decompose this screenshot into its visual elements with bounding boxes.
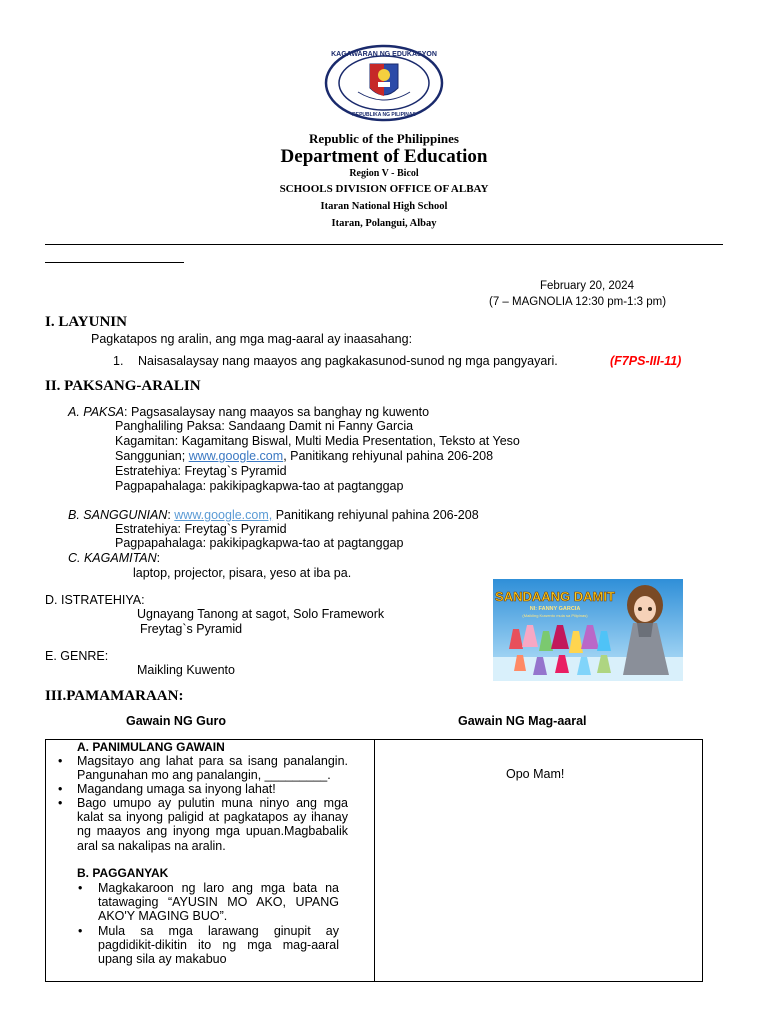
- bullet-icon: •: [58, 782, 63, 796]
- paksa-line: [68, 405, 429, 419]
- layunin-item-number: 1.: [113, 354, 124, 368]
- seal-text-top: KAGAWARAN NG EDUKASYON: [331, 51, 437, 58]
- lesson-procedure-table: [45, 739, 703, 982]
- list-item: [58, 782, 358, 797]
- kagamitan-text: laptop, projector, pisara, yeso at iba pa.: [133, 566, 352, 580]
- bullet-icon: •: [78, 924, 83, 938]
- panimulang-gawain-heading: A. PANIMULANG GAWAIN: [77, 740, 225, 754]
- reference-line: [115, 449, 493, 463]
- reference-link[interactable]: www.google.com: [188, 449, 284, 463]
- image-author: NI: FANNY GARCIA: [529, 606, 581, 612]
- strategy-line: Estratehiya: Freytag`s Pyramid: [115, 464, 287, 478]
- istratehiya-line-2: Freytag`s Pyramid: [140, 622, 243, 636]
- genre-text: Maikling Kuwento: [137, 663, 235, 677]
- lesson-date: February 20, 2024: [540, 280, 634, 292]
- sanggunian-rest: Panitikang rehiyunal pahina 206-208: [272, 508, 479, 522]
- sanggunian-line: [68, 508, 479, 522]
- list-item-text: Magkakaroon ng laro ang mga bata na tatawaging “AYUSIN MO AKO, UPANG AKO'Y MAGING BUO”.: [98, 881, 339, 924]
- address-heading: Itaran, Polangui, Albay: [331, 218, 437, 229]
- deped-seal-logo: [322, 44, 446, 122]
- paksa-label: A. PAKSA: [68, 405, 125, 419]
- reference-rest: , Panitikang rehiyunal pahina 206-208: [283, 449, 494, 463]
- kagamitan-label: C. KAGAMITAN: [68, 551, 157, 565]
- list-item-text: Bago umupo ay pulutin muna ninyo ang mga kalat sa inyong paligid at pagkatapos ay ihanay ng maayos ang inyong mga upuan.Magbabalik aral sa nakalipas na aralin.: [77, 796, 348, 853]
- seal-text-bottom: REPUBLIKA NG PILIPINAS: [352, 112, 416, 118]
- bullet-icon: •: [58, 754, 63, 768]
- sandaang-damit-image: [493, 579, 683, 681]
- istratehiya-line-1: Ugnayang Tanong at sagot, Solo Framework: [137, 607, 385, 621]
- sanggunian-link[interactable]: www.google.com,: [174, 508, 273, 522]
- sanggunian-label: B. SANGGUNIAN: [68, 508, 168, 522]
- image-title: SANDAANG DAMIT: [495, 589, 615, 604]
- b-strategy-line: Estratehiya: Freytag`s Pyramid: [115, 522, 287, 536]
- list-item-text: Mula sa mga larawang ginupit ay pagdidikit-dikitin ito ng mga mag-aaral upang sila ay makabuo: [98, 924, 339, 967]
- class-schedule: (7 – MAGNOLIA 12:30 pm-1:3 pm): [489, 296, 667, 308]
- paksa-text: : Pagsasalaysay nang maayos sa banghay ng kuwento: [124, 405, 430, 419]
- department-heading: Department of Education: [280, 146, 488, 167]
- division-heading: SCHOOLS DIVISION OFFICE OF ALBAY: [279, 183, 489, 195]
- header-divider-short: [45, 262, 184, 263]
- image-subtitle: (Maikling Kuwento mula sa Pilipinas): [522, 613, 588, 618]
- competency-code: (F7PS-III-11): [610, 354, 682, 368]
- list-item: [78, 881, 378, 926]
- pagganyak-heading: B. PAGGANYAK: [77, 866, 169, 880]
- bullet-icon: •: [58, 796, 63, 810]
- student-response: Opo Mam!: [506, 767, 565, 781]
- list-item-text: Magsitayo ang lahat para sa isang panalangin. Pangunahan mo ang panalangin, _________.: [77, 754, 348, 783]
- values-line: Pagpapahalaga: pakikipagkapwa-tao at pagtanggap: [115, 479, 404, 493]
- school-heading: Itaran National High School: [320, 201, 448, 212]
- section-paksang-aralin-heading: II. PAKSANG-ARALIN: [45, 378, 201, 394]
- istratehiya-label: D. ISTRATEHIYA:: [45, 593, 145, 607]
- list-item-text: Magandang umaga sa inyong lahat!: [77, 782, 276, 796]
- genre-label: E. GENRE:: [45, 649, 109, 663]
- layunin-item-text: Naisasalaysay nang maayos ang pagkakasunod-sunod ng mga pangyayari.: [138, 354, 558, 368]
- header-divider: [45, 244, 723, 245]
- list-item: [58, 754, 358, 784]
- layunin-intro: Pagkatapos ng aralin, ang mga mag-aaral ay inaasahang:: [91, 332, 413, 346]
- reference-label: Sanggunian;: [115, 449, 189, 463]
- column-header-teacher: Gawain NG Guro: [126, 714, 227, 728]
- section-pamamaraan-heading: III.PAMAMARAAN:: [45, 688, 184, 704]
- sanggunian-colon: :: [167, 508, 175, 522]
- materials-line: Kagamitan: Kagamitang Biswal, Multi Media Presentation, Teksto at Yeso: [115, 434, 520, 448]
- republic-heading: Republic of the Philippines: [309, 131, 459, 146]
- list-item: [78, 924, 378, 969]
- kagamitan-colon: :: [156, 551, 161, 565]
- alt-topic-line: Panghaliling Paksa: Sandaang Damit ni Fanny Garcia: [115, 419, 414, 433]
- bullet-icon: •: [78, 881, 83, 895]
- section-layunin-heading: I. LAYUNIN: [45, 314, 127, 330]
- region-heading: Region V - Bicol: [349, 168, 419, 179]
- b-values-line: Pagpapahalaga: pakikipagkapwa-tao at pagtanggap: [115, 536, 404, 550]
- kagamitan-line: [68, 551, 160, 565]
- column-header-student: Gawain NG Mag-aaral: [458, 714, 587, 728]
- list-item: [58, 796, 358, 856]
